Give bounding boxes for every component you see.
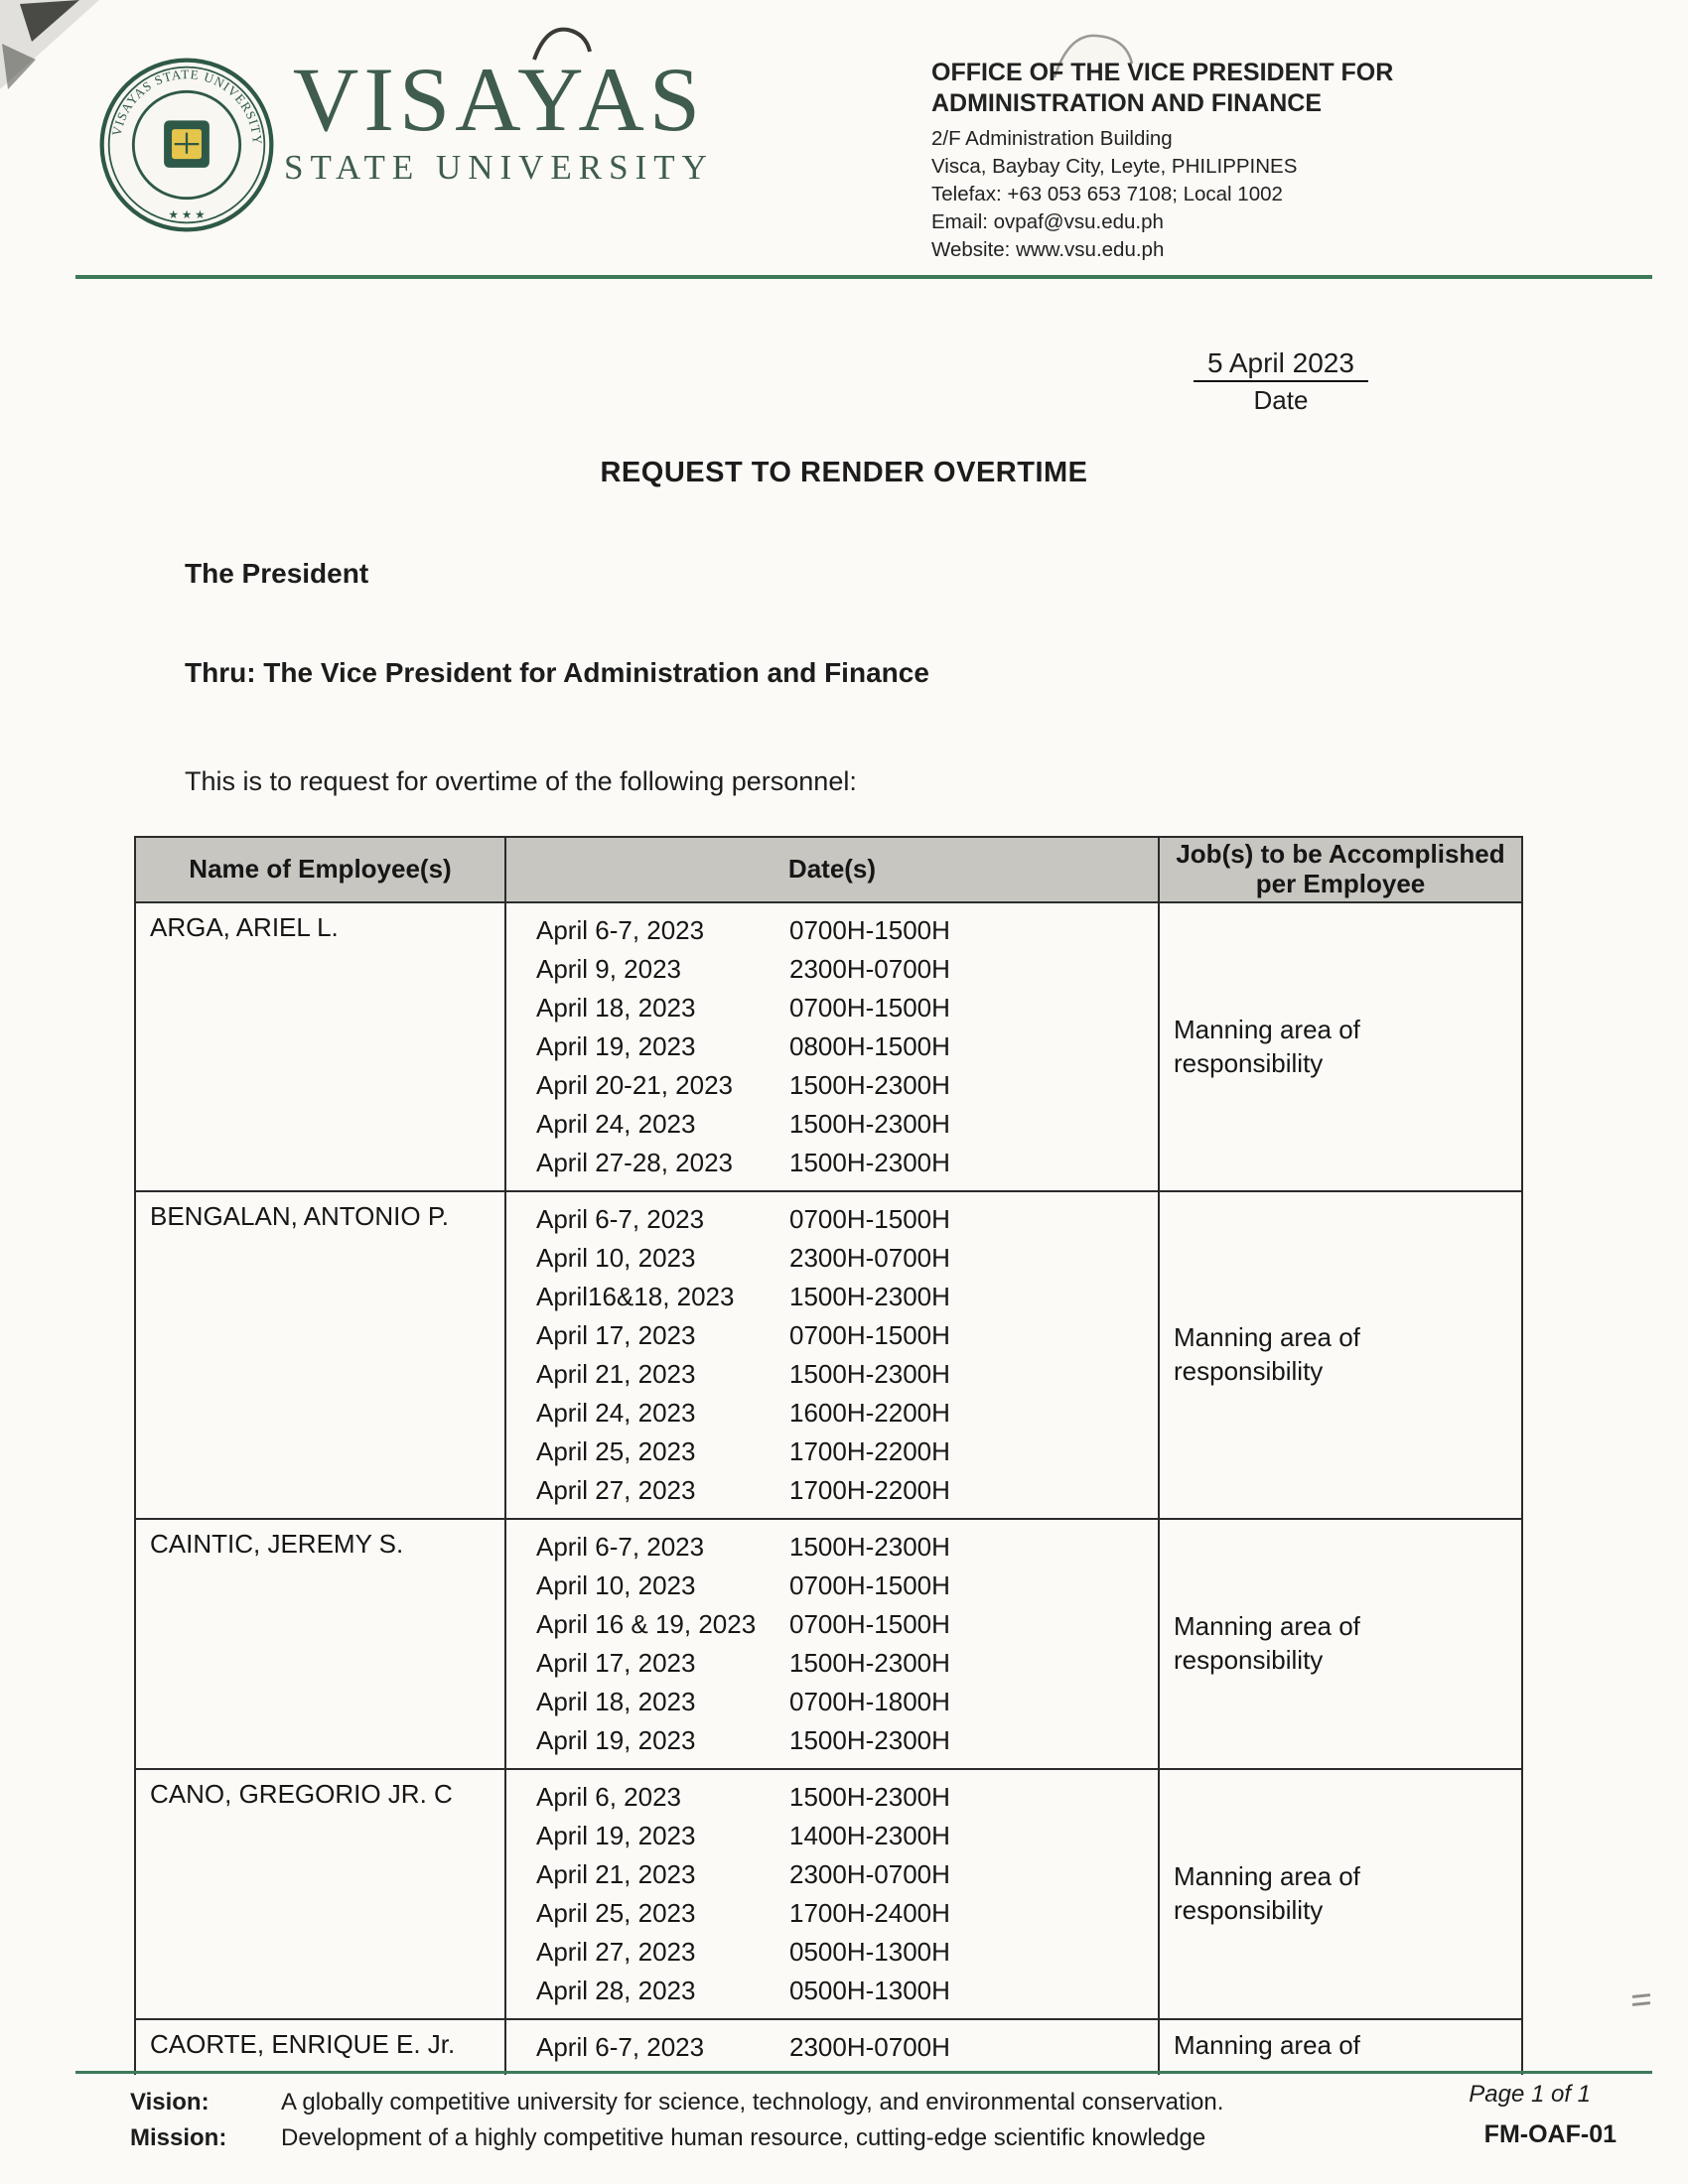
date-entry: [536, 1721, 1158, 1760]
overtime-table-body: [135, 902, 1522, 2075]
date-entry: [536, 1972, 1158, 2010]
employee-row: [135, 1191, 1522, 1519]
job-text: Manning area of responsibility: [1174, 1322, 1360, 1386]
employee-job: [1159, 902, 1522, 1191]
date-value: April 25, 2023: [536, 1898, 696, 1928]
addressee-line: The President: [185, 558, 369, 589]
date-value: April 17, 2023: [536, 1648, 696, 1678]
employee-job: [1159, 2019, 1522, 2075]
time-range: 1500H-2300H: [789, 1782, 950, 1812]
date-entry: [536, 1855, 1158, 1894]
date-entry: [536, 2028, 1158, 2067]
mission-label: Mission:: [130, 2124, 227, 2151]
mission-text: Development of a highly competitive human resource, cutting-edge scientific knowledge: [281, 2124, 1206, 2151]
time-range: 1500H-2300H: [789, 1648, 950, 1678]
employee-row: [135, 902, 1522, 1191]
employee-name: BENGALAN, ANTONIO P.: [135, 1191, 505, 1519]
date-value: April 27, 2023: [536, 1475, 696, 1505]
date-value: April 24, 2023: [536, 1398, 696, 1428]
date-entry: [536, 1894, 1158, 1933]
mission-row: [130, 2124, 1205, 2152]
date-entry: [536, 1105, 1158, 1144]
university-seal: [99, 58, 274, 232]
time-range: 1500H-2300H: [789, 1532, 950, 1562]
time-range: 0700H-1500H: [789, 1204, 950, 1234]
time-range: 1700H-2200H: [789, 1436, 950, 1466]
office-letterhead: [931, 58, 1547, 263]
date-value: April 19, 2023: [536, 1821, 696, 1850]
date-entry: [536, 1027, 1158, 1066]
thru-line: Thru: The Vice President for Administration and Finance: [185, 657, 929, 688]
scan-artifact-edge-mark: [1632, 1989, 1650, 2010]
job-text: Manning area of: [1174, 2030, 1360, 2060]
date-value: April 6-7, 2023: [536, 1532, 705, 1562]
time-range: 1700H-2200H: [789, 1475, 950, 1505]
university-name: VISAYAS: [292, 49, 706, 150]
time-range: 1500H-2300H: [789, 1359, 950, 1389]
time-range: 1500H-2300H: [789, 1109, 950, 1139]
employee-dates: [505, 1769, 1159, 2019]
date-value: April 10, 2023: [536, 1243, 696, 1273]
date-value: April 16 & 19, 2023: [536, 1609, 757, 1639]
address-line: Website: www.vsu.edu.ph: [931, 237, 1165, 261]
employee-job: [1159, 1191, 1522, 1519]
time-range: 1500H-2300H: [789, 1282, 950, 1311]
date-entry: [536, 1144, 1158, 1182]
header-jobs: Job(s) to be Accomplished per Employee: [1159, 837, 1522, 902]
employee-dates: [505, 902, 1159, 1191]
time-range: 0700H-1500H: [789, 1570, 950, 1600]
time-range: 1500H-2300H: [789, 1070, 950, 1100]
intro-line: This is to request for overtime of the following personnel:: [185, 766, 857, 796]
date-value: April 27-28, 2023: [536, 1148, 734, 1177]
date-value: April 6-7, 2023: [536, 2032, 705, 2062]
employee-job: [1159, 1769, 1522, 2019]
employee-name: ARGA, ARIEL L.: [135, 902, 505, 1191]
date-entry: [536, 1278, 1158, 1316]
date-value: April 20-21, 2023: [536, 1070, 734, 1100]
university-seal-icon: [99, 58, 274, 232]
employee-name: CAINTIC, JEREMY S.: [135, 1519, 505, 1769]
time-range: 2300H-0700H: [789, 1859, 950, 1889]
date-entry: [536, 1200, 1158, 1239]
time-range: 0800H-1500H: [789, 1031, 950, 1061]
table-header-row: [135, 837, 1522, 902]
date-entry: [536, 1066, 1158, 1105]
vision-text: A globally competitive university for science, technology, and environmental conservation.: [281, 2089, 1224, 2116]
footer-divider: [75, 2071, 1652, 2074]
date-entry: [536, 911, 1158, 950]
university-subtitle: STATE UNIVERSITY: [284, 147, 714, 187]
date-value: April 9, 2023: [536, 954, 681, 984]
date-value: April 6-7, 2023: [536, 915, 705, 945]
job-text: Manning area of responsibility: [1174, 1611, 1360, 1675]
time-range: 0700H-1500H: [789, 993, 950, 1023]
document-title: REQUEST TO RENDER OVERTIME: [600, 457, 1088, 488]
date-entry: [536, 1817, 1158, 1855]
time-range: 0500H-1300H: [789, 1976, 950, 2005]
employee-dates: [505, 2019, 1159, 2075]
date-entry: [536, 1567, 1158, 1605]
date-entry: [536, 1316, 1158, 1355]
vision-label: Vision:: [130, 2089, 210, 2116]
date-label: Date: [1253, 385, 1309, 415]
date-value: April 19, 2023: [536, 1725, 696, 1755]
employee-dates: [505, 1191, 1159, 1519]
time-range: 0700H-1500H: [789, 915, 950, 945]
time-range: 1700H-2400H: [789, 1898, 950, 1928]
office-title-line1: OFFICE OF THE VICE PRESIDENT FOR: [931, 59, 1394, 86]
time-range: 1600H-2200H: [789, 1398, 950, 1428]
time-range: 2300H-0700H: [789, 954, 950, 984]
date-value: April 17, 2023: [536, 1320, 696, 1350]
employee-job: [1159, 1519, 1522, 1769]
date-entry: [536, 1471, 1158, 1510]
date-entry: [536, 1683, 1158, 1721]
time-range: 2300H-0700H: [789, 2032, 950, 2062]
date-value: April 18, 2023: [536, 1687, 696, 1716]
date-value: April 19, 2023: [536, 1031, 696, 1061]
employee-row: [135, 1519, 1522, 1769]
date-value: April 10, 2023: [536, 1570, 696, 1600]
date-entry: [536, 989, 1158, 1027]
employee-row: [135, 1769, 1522, 2019]
time-range: 0700H-1800H: [789, 1687, 950, 1716]
date-block: [1167, 347, 1395, 416]
svg-text:VISAYAS STATE UNIVERSITY: VISAYAS STATE UNIVERSITY: [108, 67, 266, 146]
form-code: FM-OAF-01: [1483, 2120, 1617, 2148]
date-value: April 25, 2023: [536, 1436, 696, 1466]
svg-text:★ ★ ★: ★ ★ ★: [168, 208, 206, 221]
overtime-table: [134, 836, 1523, 2075]
date-entry: [536, 1433, 1158, 1471]
header-dates: Date(s): [505, 837, 1159, 902]
date-value: April 18, 2023: [536, 993, 696, 1023]
date-value: April 21, 2023: [536, 1359, 696, 1389]
date-entry: [536, 1239, 1158, 1278]
time-range: 1500H-2300H: [789, 1148, 950, 1177]
employee-row: [135, 2019, 1522, 2075]
date-value: April 27, 2023: [536, 1937, 696, 1967]
date-value: April 6-7, 2023: [536, 1204, 705, 1234]
employee-name: CANO, GREGORIO JR. C: [135, 1769, 505, 2019]
employee-dates: [505, 1519, 1159, 1769]
date-entry: [536, 1644, 1158, 1683]
time-range: 2300H-0700H: [789, 1243, 950, 1273]
time-range: 1400H-2300H: [789, 1821, 950, 1850]
address-line: 2/F Administration Building: [931, 127, 1173, 150]
date-entry: [536, 1355, 1158, 1394]
time-range: 0700H-1500H: [789, 1609, 950, 1639]
date-entry: [536, 1933, 1158, 1972]
page-number: Page 1 of 1: [1469, 2081, 1591, 2108]
date-value: April 24, 2023: [536, 1109, 696, 1139]
employee-name: CAORTE, ENRIQUE E. Jr.: [135, 2019, 505, 2075]
date-value: April 21, 2023: [536, 1859, 696, 1889]
university-wordmark: [284, 49, 714, 188]
time-range: 0700H-1500H: [789, 1320, 950, 1350]
date-value: April16&18, 2023: [536, 1282, 735, 1311]
date-entry: [536, 1778, 1158, 1817]
date-value: April 28, 2023: [536, 1976, 696, 2005]
job-text: Manning area of responsibility: [1174, 1014, 1360, 1078]
address-line: Visca, Baybay City, Leyte, PHILIPPINES: [931, 154, 1298, 178]
date-entry: [536, 1394, 1158, 1433]
date-entry: [536, 1605, 1158, 1644]
header-name-of-employees: Name of Employee(s): [135, 837, 505, 902]
office-title-line2: ADMINISTRATION AND FINANCE: [931, 88, 1323, 117]
date-value: April 6, 2023: [536, 1782, 681, 1812]
date-entry: [536, 1528, 1158, 1567]
date-value: 5 April 2023: [1194, 347, 1368, 382]
letterhead-divider: [75, 275, 1652, 279]
job-text: Manning area of responsibility: [1174, 1861, 1360, 1925]
address-line: Telefax: +63 053 653 7108; Local 1002: [931, 182, 1283, 205]
time-range: 0500H-1300H: [789, 1937, 950, 1967]
time-range: 1500H-2300H: [789, 1725, 950, 1755]
vision-row: [130, 2089, 1223, 2116]
address-line: Email: ovpaf@vsu.edu.ph: [931, 209, 1164, 233]
date-entry: [536, 950, 1158, 989]
